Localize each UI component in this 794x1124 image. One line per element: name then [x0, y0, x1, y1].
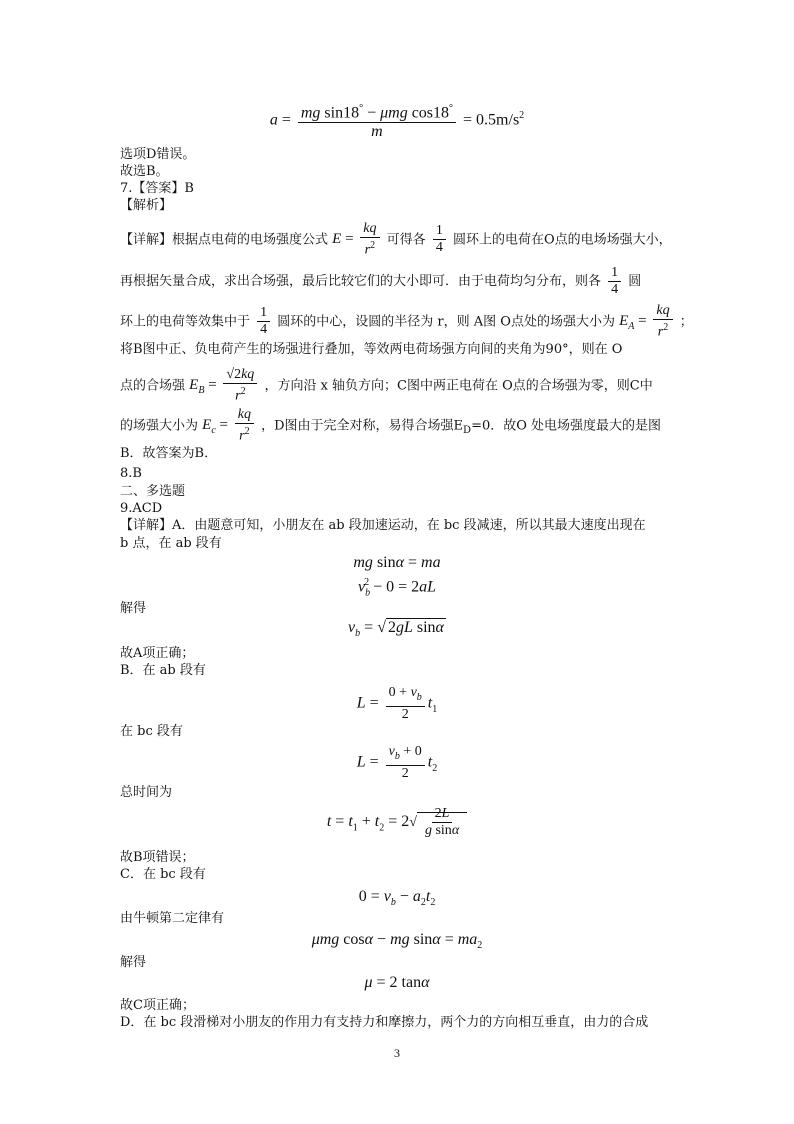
equation-c1: $0 = v_b - a_2t_2$ — [358, 888, 436, 909]
text-line: 故选B。 — [120, 164, 169, 179]
text-span: 圆 — [628, 273, 642, 289]
text-span: 环上的电荷等效集中于 — [120, 314, 251, 330]
text-line: 【详解】A．由题意可知，小朋友在 ab 段加速运动，在 bc 段减速，所以其最大速度出现在 — [120, 518, 646, 533]
text-line: D．在 bc 段滑梯对小朋友的作用力有支持力和摩擦力，两个力的方向相互垂直，由力的合成 — [120, 1015, 649, 1030]
question-9-answer: 9.ACD — [120, 501, 163, 516]
page-number: 3 — [394, 1046, 400, 1060]
text-line: 故C项正确； — [120, 998, 195, 1013]
text-span: ； — [679, 314, 693, 330]
text-line: 由牛顿第二定律有 — [120, 911, 225, 926]
text-span: 圆环的中心，设圆的半径为 r，则 A图 O点处的场强大小为 — [277, 314, 615, 330]
text-line: 将B图中正、负电荷产生的场强进行叠加，等效两电荷场强方向间的夹角为90°，则在 O — [120, 342, 623, 357]
text-line: b 点，在 ab 段有 — [120, 536, 222, 551]
text-line: 点的合场强 $E_B$ = $\frac{√2kq}{r^2}$ ，方向沿 x 轴负方向；C图中两正电荷在 O点的合场强为零，则C中 — [120, 367, 653, 404]
equation-a3: $v_b$ = √ 2gL sinα — [348, 619, 444, 640]
text-line: 环上的电荷等效集中于 $\frac{1}{4}$ 圆环的中心，设圆的半径为 r，则 A图 O点处的场强大小为 $E_A$ = $\frac{kq}{r^2}$ ； — [120, 303, 693, 340]
equation-c3: μ = 2 tanα — [364, 974, 430, 991]
text-line: 的场强大小为 $E_c$ = $\frac{kq}{r^2}$ ，D图由于完全对称，易得合场强$E_D=0$．故O 处电场强度最大的是图 — [120, 407, 662, 444]
text-line: B．故答案为B． — [120, 446, 218, 461]
question-8-answer: 8.B — [120, 466, 142, 481]
text-span: 再根据矢量合成，求出合场强，最后比较它们的大小即可．由于电荷均匀分布，则各 — [120, 273, 602, 289]
text-span: =0．故O 处电场强度最大的是图 — [471, 418, 662, 434]
text-span: 点的合场强 — [120, 378, 186, 394]
text-span: ，D图由于完全对称，易得合场强E — [261, 418, 464, 434]
analysis-heading: 【解析】 — [120, 198, 173, 213]
section-heading: 二、多选题 — [120, 484, 186, 499]
equation-acceleration: a = $\frac{mg \sin 18^\circ - \mu mg \cos 18^\circ}{m}$ = $0.5m/s^2$ — [0, 100, 794, 141]
question-7-answer: 7.【答案】B — [120, 181, 194, 196]
equation-a1: mg sinα = ma — [353, 554, 441, 571]
text-span: 【详解】根据点电荷的电场强度公式 — [120, 232, 329, 248]
equation-c2: μmg cosα − mg $\sin\alpha = ma_2$ — [311, 931, 483, 952]
text-span: 的场强大小为 — [120, 418, 199, 434]
text-line: 故B项错误； — [120, 850, 195, 865]
text-line: C．在 bc 段有 — [120, 867, 206, 882]
text-line: 故A项正确； — [120, 646, 195, 661]
text-line: 再根据矢量合成，求出合场强，最后比较它们的大小即可．由于电荷均匀分布，则各 $\frac{1}{4}$ 圆 — [120, 265, 642, 297]
text-span: 圆环上的电荷在O点的电场场强大小， — [452, 232, 672, 248]
equation-b3: $t = t_1 + t_2 = 2√$ $\frac{2L}{\text{g sinα}}$ — [0, 806, 794, 839]
text-line: 在 bc 段有 — [120, 724, 183, 739]
text-line: 解得 — [120, 601, 147, 616]
equation-b1: L = $\frac{0 + v_b}{2}$ $t_1$ — [356, 685, 438, 722]
text-span: ，方向沿 x 轴负方向；C图中两正电荷在 O点的合场强为零，则C中 — [264, 378, 653, 394]
text-span: 可得各 — [386, 232, 426, 248]
text-line: 解得 — [120, 955, 147, 970]
text-line: 【详解】根据点电荷的电场强度公式 E = $\frac{kq}{r^2}$ 可得各 $\frac{1}{4}$ 圆环上的电荷在O点的电场场强大小， — [120, 221, 672, 258]
equation-b2: L = $\frac{v_b + 0}{2}$ $t_2$ — [356, 744, 438, 781]
text-line: B．在 ab 段有 — [120, 663, 206, 678]
text-line: 选项D错误。 — [120, 147, 196, 162]
text-line: 总时间为 — [120, 785, 173, 800]
equation-a2: $v_b^2 - 0 = 2aL$ — [357, 577, 437, 599]
